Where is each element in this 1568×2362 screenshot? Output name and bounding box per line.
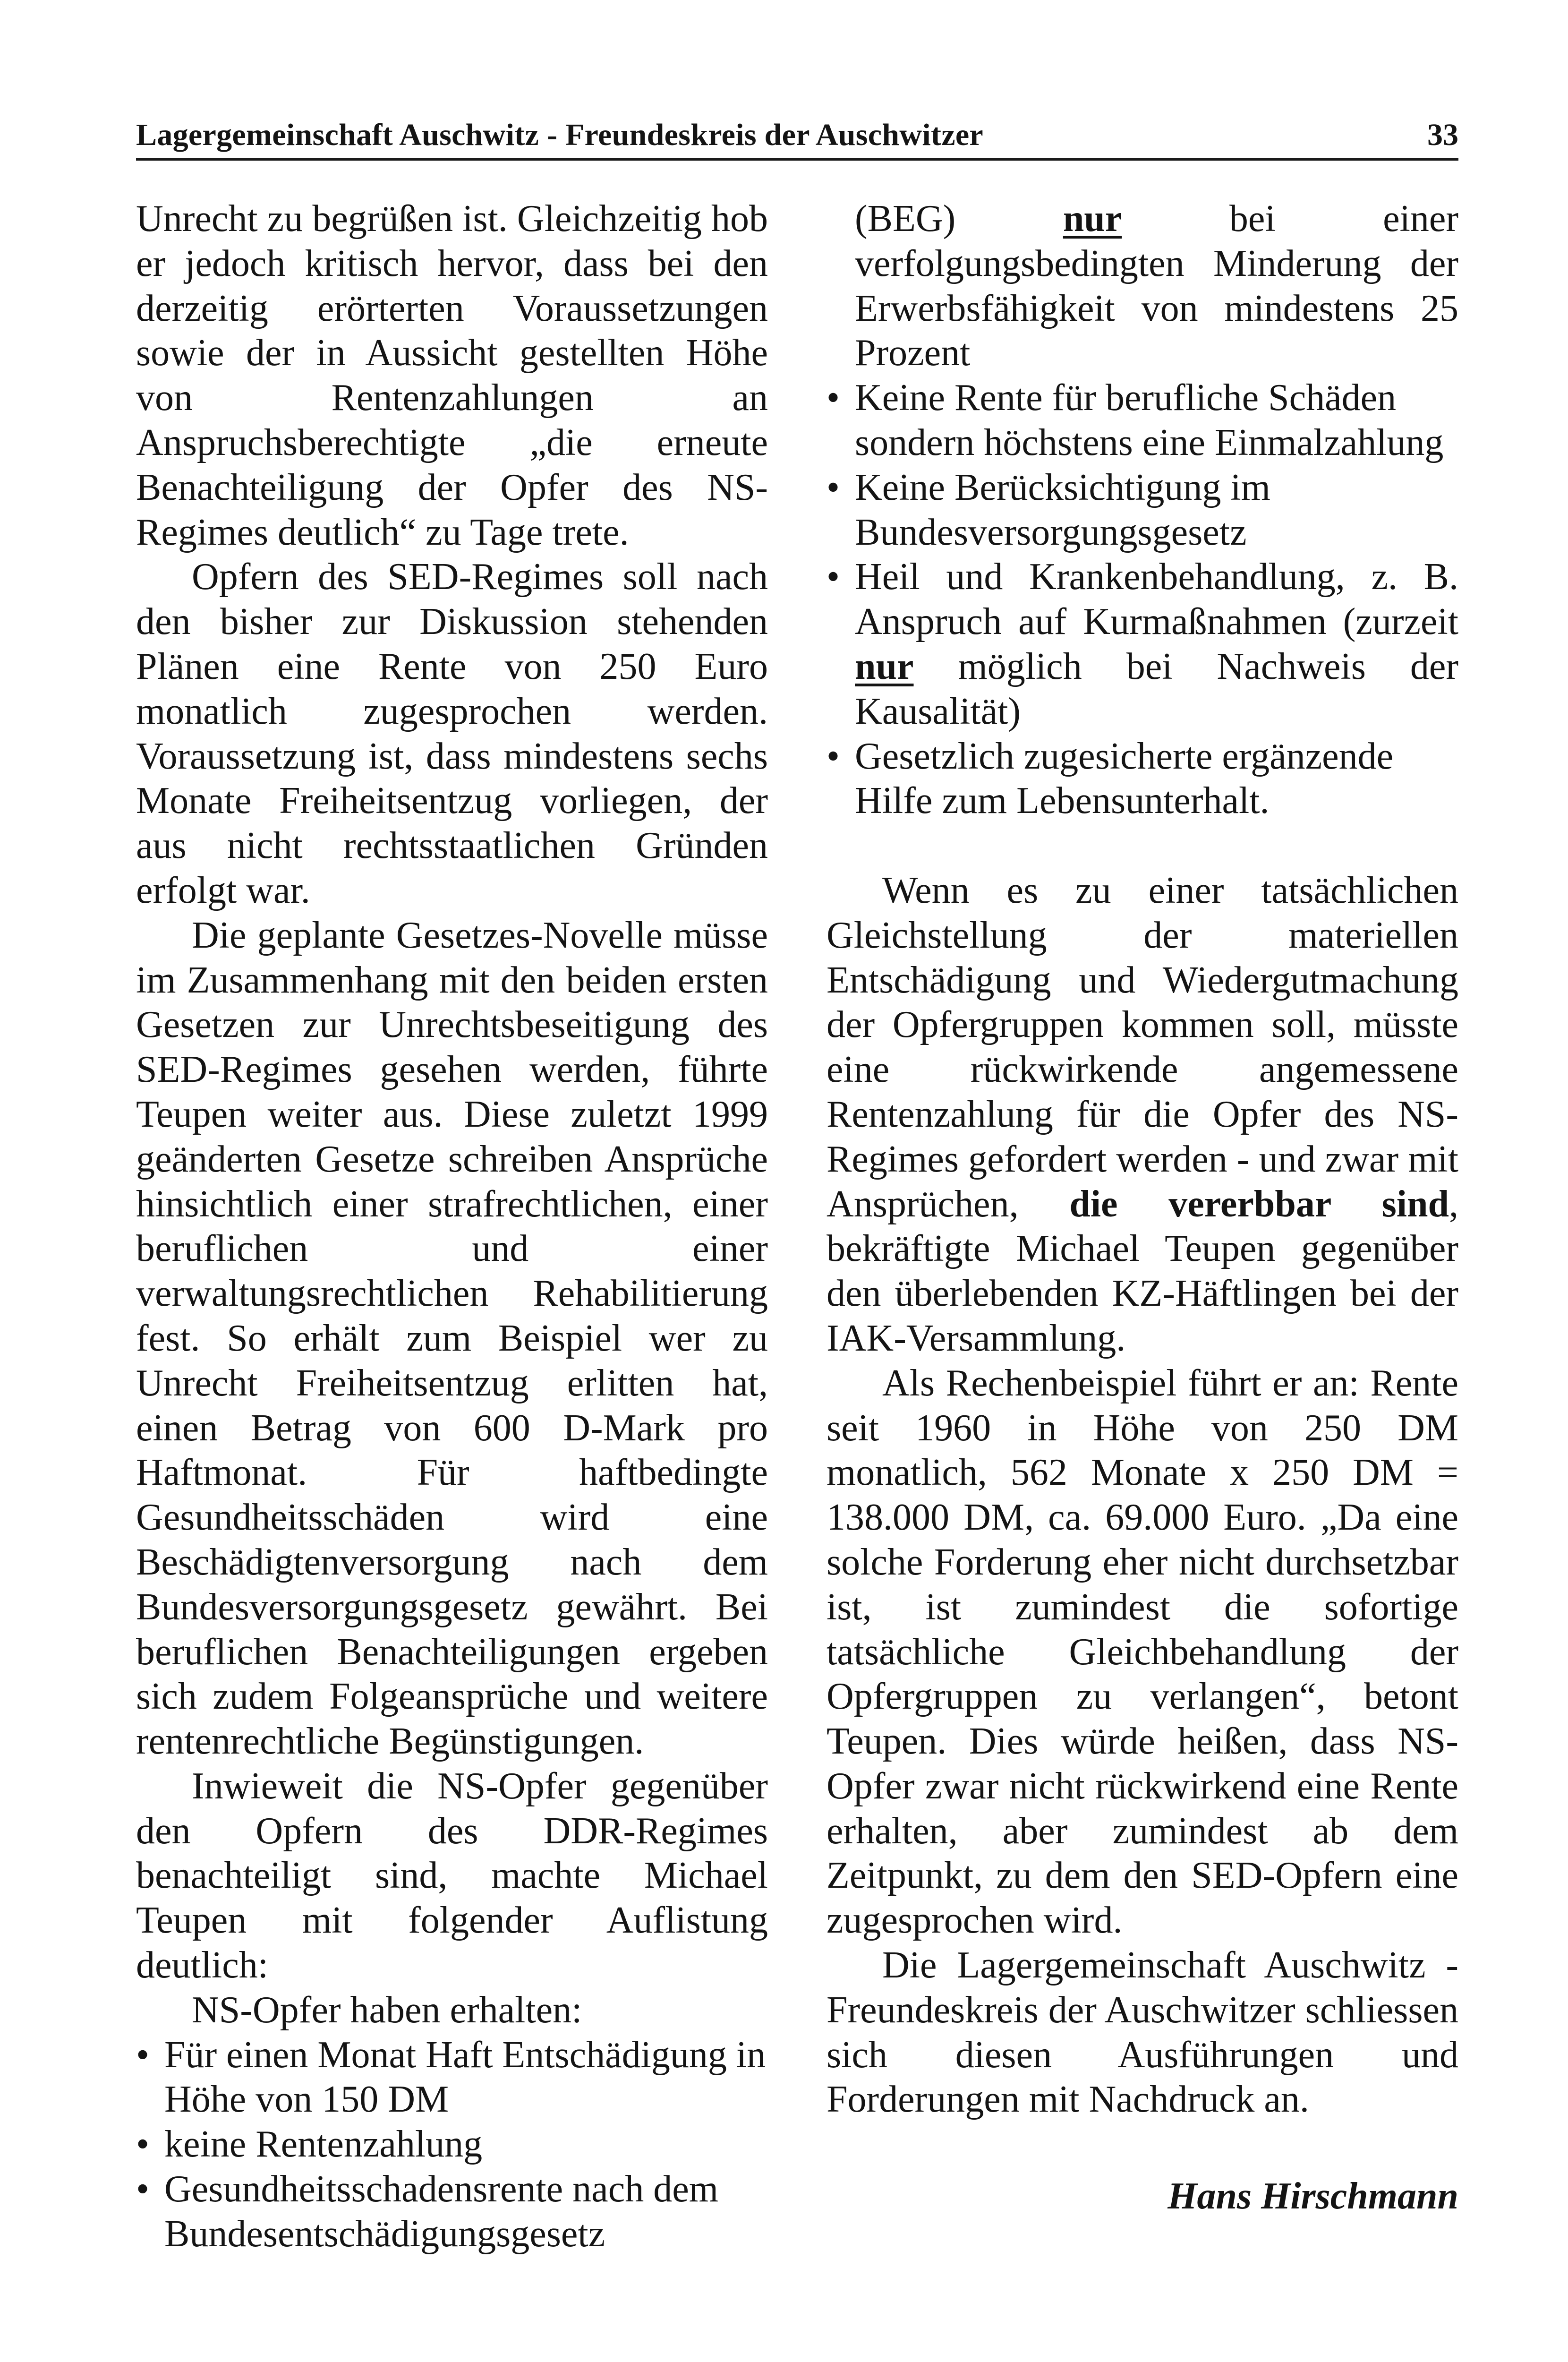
header-title: Lagergemeinschaft Auschwitz - Freundeskreis der Auschwitzer <box>136 118 984 152</box>
list-item-text: Keine Rente für berufliche Schäden sondern höchstens eine Einmalzahlung <box>855 377 1444 463</box>
running-header <box>136 107 1458 159</box>
paragraph: Als Rechenbeispiel führt er an: Rente seit 1960 in Höhe von 250 DM monatlich, 562 Monate x 250 DM = 138.000 DM, ca. 69.000 Euro. „Da eine solche Forderung eher nicht durchsetzbar ist, ist zumindest die sofortige tatsächliche Gleichbehandlung der Opfergruppen zu verlangen“, betont Teupen. Dies würde heißen, dass NS-Opfer zwar nicht rückwirkend eine Rente erhalten, aber zumindest ab dem Zeitpunkt, zu dem den SED-Opfern eine zugesprochen wird. <box>827 1362 1458 1942</box>
page-number: 33 <box>1427 118 1458 152</box>
list-item <box>136 2122 768 2167</box>
list-item-text: Keine Berücksichtigung im Bundesversorgungsgesetz <box>855 466 1270 553</box>
list-item <box>136 2033 768 2122</box>
list-item <box>827 465 1458 555</box>
paragraph: Opfern des SED-Regimes soll nach den bisher zur Diskussion stehenden Plänen eine Rente von 250 Euro monatlich zugesprochen werden. Voraussetzung ist, dass mindestens sechs Monate Freiheitsentzug vorliegen, der aus nicht rechtsstaatlichen Gründen erfolgt war. <box>136 556 768 911</box>
spacer <box>827 823 1458 868</box>
list-item-text: Für einen Monat Haft Entschädigung in Höhe von 150 DM <box>164 2034 766 2121</box>
list-item-text: keine Rentenzahlung <box>164 2123 483 2165</box>
bullet-icon: • <box>827 377 840 419</box>
bullet-icon: • <box>136 2123 150 2165</box>
list-intro: NS-Opfer haben erhalten: <box>192 1989 582 2031</box>
bullet-icon: • <box>136 2168 150 2210</box>
right-column <box>827 197 1458 2219</box>
header-rule <box>136 158 1458 161</box>
left-column <box>136 197 768 2257</box>
paragraph: Die geplante Gesetzes-Novelle müsse im Zusammenhang mit den beiden ersten Gesetzen zur Unrechtsbeseitigung des SED-Regimes gesehen werden, führte Teupen weiter aus. Diese zuletzt 1999 geänderten Gesetze schreiben Ansprüche hinsichtlich einer strafrechtlichen, einer beruflichen und einer verwaltungsrechtlichen Rehabilitierung fest. So erhält zum Beispiel wer zu Unrecht Freiheitsentzug erlitten hat, einen Betrag von 600 D-Mark pro Haftmonat. Für haftbedingte Gesundheitsschäden wird eine Beschädigtenversorgung nach dem Bundesversorgungsgesetz gewährt. Bei beruflichen Benachteiligungen ergeben sich zudem Folgeansprüche und weitere rentenrechtliche Begünstigungen. <box>136 914 768 1763</box>
list-item <box>827 734 1458 824</box>
list-item-continuation: (BEG) nur bei einer verfolgungsbedingten Minderung der Erwerbsfähigkeit von mindestens 25 Prozent <box>855 198 1458 374</box>
bullet-icon: • <box>136 2034 150 2076</box>
paragraph: Unrecht zu begrüßen ist. Gleichzeitig hob er jedoch kritisch hervor, dass bei den derzeitig erörterten Voraussetzungen sowie der in Aussicht gestellten Höhe von Rentenzahlungen an Anspruchsberechtigte „die erneute Benachteiligung der Opfer des NS-Regimes deutlich“ zu Tage trete. <box>136 198 768 553</box>
emphasis-nur: nur <box>855 645 914 687</box>
emphasis-bold: die vererbbar sind <box>1069 1183 1449 1225</box>
emphasis-nur: nur <box>1063 198 1122 240</box>
paragraph: Wenn es zu einer tatsächlichen Gleichstellung der materiellen Entschädigung und Wiedergutmachung der Opfergruppen kommen soll, müsste eine rückwirkende angemessene Rentenzahlung für die Opfer des NS-Regimes gefordert werden - und zwar mit Ansprüchen, die vererbbar sind, bekräftigte Michael Teupen gegenüber den überlebenden KZ-Häftlingen bei der IAK-Versammlung. <box>827 869 1459 1359</box>
bullet-icon: • <box>827 556 840 598</box>
list-item: • Heil und Krankenbehandlung, z. B. Anspruch auf Kurmaßnahmen (zurzeit nur möglich bei Nachweis der Kausalität) <box>827 555 1458 734</box>
list-item <box>827 376 1458 465</box>
paragraph: Inwieweit die NS-Opfer gegenüber den Opfern des DDR-Regimes benachteiligt sind, machte Michael Teupen mit folgender Auflistung deutlich: <box>136 1765 768 1986</box>
list-item <box>136 2167 768 2257</box>
bullet-icon: • <box>827 466 840 508</box>
list-item-text: Gesundheitsschadensrente nach dem Bundesentschädigungsgesetz <box>164 2168 718 2255</box>
paragraph: Die Lagergemeinschaft Auschwitz - Freundeskreis der Auschwitzer schliessen sich diesen Ausführungen und Forderungen mit Nachdruck an. <box>827 1944 1458 2121</box>
list-item-text: Gesetzlich zugesicherte ergänzende Hilfe zum Lebensunterhalt. <box>855 735 1394 822</box>
author-signature: Hans Hirschmann <box>1167 2175 1458 2217</box>
bullet-icon: • <box>827 735 840 777</box>
